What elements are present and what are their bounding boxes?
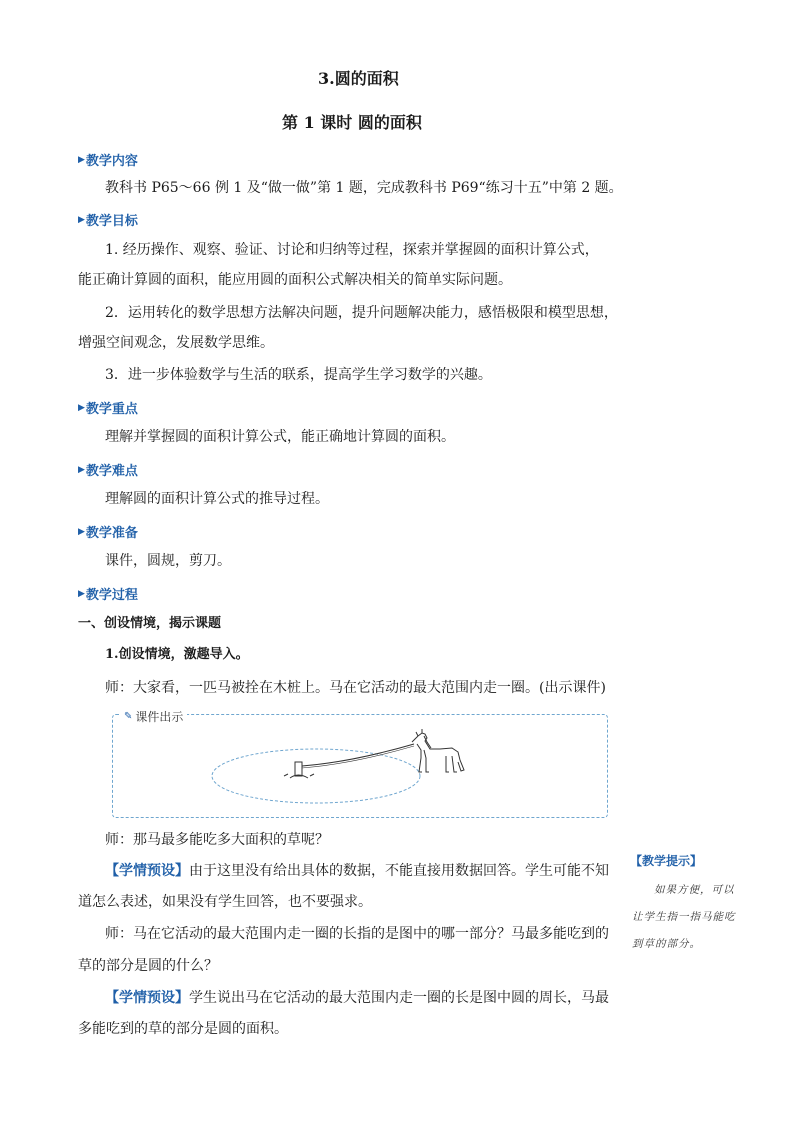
heading-goals-label: 教学目标 bbox=[85, 214, 138, 229]
heading-prep bbox=[78, 522, 138, 541]
content-text: 教科书 P65～66 例 1 及“做一做”第 1 题，完成教科书 P69“练习十五”中第 2 题。 bbox=[105, 180, 623, 196]
preset-2-text: 学生说出马在它活动的最大范围内走一圈的长是图中圆的周长，马最 bbox=[189, 990, 609, 1006]
goal-3: 3．进一步体验数学与生活的联系，提高学生学习数学的兴趣。 bbox=[105, 367, 492, 383]
heading-prep-label: 教学准备 bbox=[85, 526, 138, 541]
goal-1-line-2: 能正确计算圆的面积，能应用圆的面积公式解决相关的简单实际问题。 bbox=[78, 272, 512, 288]
heading-process-label: 教学过程 bbox=[85, 588, 138, 603]
preset-2-line-1 bbox=[105, 991, 609, 1005]
preset-1-line-1 bbox=[105, 864, 609, 878]
heading-content-label: 教学内容 bbox=[85, 154, 138, 169]
heading-difficulty-label: 教学难点 bbox=[85, 464, 138, 479]
heading-content bbox=[78, 150, 138, 169]
teacher-line-3: 师：马在它活动的最大范围内走一圈的长指的是图中的哪一部分？马最多能吃到的 bbox=[105, 926, 609, 942]
grazing-circle bbox=[212, 749, 420, 803]
heading-key-label: 教学重点 bbox=[85, 402, 138, 417]
horse-tethered-illustration bbox=[112, 714, 608, 818]
triangle-bullet-icon: ▶ bbox=[78, 402, 85, 413]
part1-heading: 一、创设情境，揭示课题 bbox=[78, 616, 222, 631]
rope bbox=[302, 744, 414, 766]
goal-1-line-1: 1. 经历操作、观察、验证、讨论和归纳等过程，探索并掌握圆的面积计算公式， bbox=[105, 242, 599, 258]
page-title: 3.圆的面积 bbox=[318, 69, 399, 88]
teacher-line-1: 师：大家看，一匹马被拴在木桩上。马在它活动的最大范围内走一圈。(出示课件) bbox=[105, 680, 606, 696]
heading-goals bbox=[78, 210, 138, 229]
goal-2-line-1: 2．运用转化的数学思想方法解决问题，提升问题解决能力，感悟极限和模型思想， bbox=[105, 305, 618, 321]
teaching-hint-title: 【教学提示】 bbox=[630, 854, 703, 868]
preset-2-line-2: 多能吃到的草的部分是圆的面积。 bbox=[78, 1021, 288, 1037]
teaching-hint-box bbox=[630, 852, 762, 951]
teacher-line-2: 师：那马最多能吃多大面积的草呢？ bbox=[105, 832, 329, 848]
triangle-bullet-icon: ▶ bbox=[78, 214, 85, 225]
triangle-bullet-icon: ▶ bbox=[78, 464, 85, 475]
heading-key bbox=[78, 398, 138, 417]
teaching-hint-line-2: 让学生指一指马能吃 bbox=[632, 911, 736, 923]
teaching-hint-line-3: 到草的部分。 bbox=[632, 938, 701, 950]
triangle-bullet-icon: ▶ bbox=[78, 588, 85, 599]
goal-2-line-2: 增强空间观念，发展数学思维。 bbox=[78, 335, 274, 351]
heading-difficulty bbox=[78, 460, 138, 479]
pencil-icon: ✎ bbox=[124, 711, 133, 722]
difficulty-text: 理解圆的面积计算公式的推导过程。 bbox=[105, 491, 329, 507]
prep-text: 课件，圆规，剪刀。 bbox=[105, 553, 231, 569]
triangle-bullet-icon: ▶ bbox=[78, 154, 85, 165]
heading-process bbox=[78, 584, 138, 603]
preset-tag: 【学情预设】 bbox=[105, 990, 189, 1006]
key-text: 理解并掌握圆的面积计算公式，能正确地计算圆的面积。 bbox=[105, 429, 455, 445]
courseware-label-text: 课件出示 bbox=[135, 710, 184, 724]
wooden-stake bbox=[284, 762, 314, 778]
horse-figure bbox=[412, 729, 464, 772]
teacher-line-3b: 草的部分是圆的什么？ bbox=[78, 958, 218, 974]
part1-sub1: 1.创设情境，激趣导入。 bbox=[105, 647, 249, 662]
teaching-hint-line-1: 如果方便，可以 bbox=[654, 884, 735, 896]
page-subtitle: 第 1 课时 圆的面积 bbox=[282, 113, 422, 132]
preset-tag: 【学情预设】 bbox=[105, 863, 189, 879]
preset-1-line-2: 道怎么表述，如果没有学生回答，也不要强求。 bbox=[78, 894, 372, 910]
preset-1-text: 由于这里没有给出具体的数据，不能直接用数据回答。学生可能不知 bbox=[189, 863, 609, 879]
triangle-bullet-icon: ▶ bbox=[78, 526, 85, 537]
